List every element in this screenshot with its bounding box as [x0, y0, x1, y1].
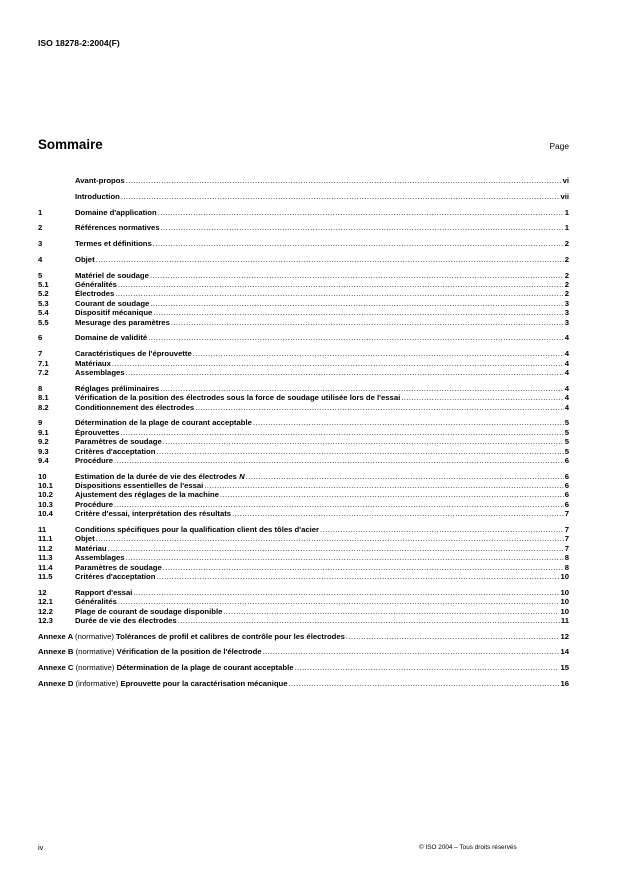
- toc-entry-title-text: Matériel de soudage: [75, 270, 149, 280]
- toc-entry-title: [75, 572, 155, 581]
- toc-entry[interactable]: [38, 176, 569, 185]
- toc-entry[interactable]: [38, 208, 569, 217]
- toc-leader-dots: [178, 616, 560, 625]
- toc-entry-title-text: Domaine de validité: [75, 333, 148, 343]
- toc-entry-number: 4: [38, 254, 43, 264]
- toc-entry-page: 4: [564, 402, 569, 412]
- toc-entry[interactable]: [38, 359, 569, 368]
- toc-leader-dots: [346, 632, 560, 641]
- toc-entry-page: 11: [560, 615, 569, 625]
- toc-entry-page: 5: [564, 418, 569, 428]
- toc-entry-title: [75, 607, 222, 616]
- toc-leader-dots: [161, 223, 564, 232]
- toc-leader-dots: [118, 597, 560, 606]
- toc-entry-title-text: Objet: [75, 534, 95, 544]
- toc-entry-number: 11.3: [38, 553, 53, 563]
- toc-annex-entry[interactable]: [38, 632, 569, 641]
- toc-leader-dots: [295, 663, 560, 672]
- toc-entry-page: 3: [564, 317, 569, 327]
- toc-entry-title-text: Critères d'acceptation: [75, 571, 156, 581]
- toc-annex-title: [38, 663, 294, 672]
- toc-entry-title-text: Conditions spécifiques pour la qualification client des tôles d'acier: [75, 525, 320, 535]
- toc-leader-dots: [195, 403, 564, 412]
- toc-entry-number: 5.3: [38, 298, 49, 308]
- toc-annex-title: [38, 679, 288, 688]
- toc-entry-number: 12.2: [38, 606, 53, 616]
- toc-entry-italic-symbol: N: [239, 471, 245, 481]
- toc-leader-dots: [112, 359, 564, 368]
- annex-title-text: Eprouvette pour la caractérisation mécanique: [120, 679, 288, 689]
- annex-label: Annexe B: [38, 647, 74, 657]
- toc-entry-title: [75, 509, 231, 518]
- toc-entry-page: 4: [564, 358, 569, 368]
- toc-entry-title: [75, 597, 117, 606]
- toc-entry-title-text: Procédure: [75, 455, 114, 465]
- toc-entry-page: 10: [560, 597, 569, 607]
- toc-entry-title-text: Durée de vie des électrodes: [75, 615, 177, 625]
- toc-entry[interactable]: [38, 534, 569, 543]
- toc-entry-title-text: Éprouvettes: [75, 427, 120, 437]
- annex-label: Annexe D: [38, 679, 74, 689]
- toc-entry-number: 5.4: [38, 308, 49, 318]
- toc-leader-dots: [133, 588, 559, 597]
- toc-entry-title-text: Domaine d'application: [75, 207, 157, 217]
- toc-entry-title: [75, 481, 203, 490]
- toc-entry-title: [75, 368, 125, 377]
- toc-leader-dots: [163, 437, 564, 446]
- toc-leader-dots: [171, 318, 564, 327]
- toc-entry-page: 16: [560, 679, 569, 689]
- toc-entry[interactable]: [38, 239, 569, 248]
- toc-entry[interactable]: [38, 500, 569, 509]
- footer-page-number: iv: [38, 843, 44, 852]
- toc-entry-title: [75, 553, 125, 562]
- toc-entry-number: 11: [38, 525, 47, 535]
- toc-entry[interactable]: [38, 597, 569, 606]
- toc-entry-number: 12.1: [38, 597, 53, 607]
- toc-entry[interactable]: [38, 271, 569, 280]
- toc-entry[interactable]: [38, 418, 569, 427]
- toc-entry-title-text: Dispositif mécanique: [75, 308, 153, 318]
- toc-entry-page: 3: [564, 298, 569, 308]
- toc-entry-page: 1: [564, 223, 569, 233]
- toc-entry[interactable]: [38, 616, 569, 625]
- toc-entry-title: [75, 447, 155, 456]
- toc-entry-title: [75, 534, 95, 543]
- toc-entry-title-text: Estimation de la durée de vie des électrodes: [75, 471, 237, 481]
- toc-entry-number: 1: [38, 207, 43, 217]
- toc-annex-title: [38, 632, 345, 641]
- toc-entry-number: 2: [38, 223, 43, 233]
- toc-leader-dots: [108, 544, 564, 553]
- toc-entry-title-text: Critère d'essai, interprétation des résultats: [75, 509, 232, 519]
- toc-entry-page: 3: [564, 308, 569, 318]
- toc-entry-title-text: Ajustement des réglages de la machine: [75, 490, 219, 500]
- toc-entry-number: 11.4: [38, 562, 53, 572]
- toc-entry-title-text: Paramètres de soudage: [75, 562, 162, 572]
- toc-entry-title: [75, 403, 194, 412]
- toc-entry-page: 10: [560, 587, 569, 597]
- toc-entry-page: 4: [564, 349, 569, 359]
- toc-entry-title: [75, 289, 114, 298]
- toc-entry-page: vi: [562, 176, 569, 185]
- toc-entry[interactable]: [38, 308, 569, 317]
- page-column-label: Page: [549, 141, 569, 151]
- toc-entry[interactable]: [38, 525, 569, 534]
- toc-leader-dots: [289, 679, 560, 688]
- toc-entry-page: 5: [564, 437, 569, 447]
- toc-entry-number: 10.1: [38, 481, 53, 491]
- toc-entry-title-text: Détermination de la plage de courant acceptable: [75, 418, 252, 428]
- toc-entry-title-text: Électrodes: [75, 289, 115, 299]
- toc-entry-page: 10: [560, 571, 569, 581]
- toc-entry-page: 14: [560, 647, 569, 657]
- toc-entry-title: [75, 472, 245, 481]
- toc-entry-title-text: Références normatives: [75, 223, 160, 233]
- toc-entry[interactable]: [38, 472, 569, 481]
- toc-leader-dots: [114, 500, 564, 509]
- toc-annex-title: [38, 647, 262, 656]
- toc-leader-dots: [126, 176, 562, 185]
- toc-entry[interactable]: [38, 607, 569, 616]
- toc-annex-entry[interactable]: [38, 647, 569, 656]
- toc-entry[interactable]: [38, 289, 569, 298]
- toc-entry-title-text: Objet: [75, 254, 95, 264]
- toc-entry[interactable]: [38, 333, 569, 342]
- annex-label: Annexe A: [38, 631, 73, 641]
- document-id: ISO 18278-2:2004(F): [38, 38, 120, 48]
- toc-entry-title-text: Conditionnement des électrodes: [75, 402, 195, 412]
- toc-leader-dots: [126, 368, 564, 377]
- toc-entry[interactable]: [38, 368, 569, 377]
- toc-entry-page: 6: [564, 481, 569, 491]
- toc-entry[interactable]: [38, 192, 569, 201]
- toc-entry-title: [75, 456, 113, 465]
- toc-entry[interactable]: [38, 428, 569, 437]
- toc-entry-number: 5.1: [38, 280, 49, 290]
- toc-entry-page: 12: [560, 631, 569, 641]
- toc-leader-dots: [96, 255, 564, 264]
- toc-entry-number: 9: [38, 418, 43, 428]
- toc-leader-dots: [118, 280, 564, 289]
- toc-leader-dots: [126, 553, 564, 562]
- toc-leader-dots: [204, 481, 563, 490]
- toc-entry-number: 11.2: [38, 543, 53, 553]
- toc-entry-title-text: Matériaux: [75, 358, 111, 368]
- toc-entry-number: 7: [38, 349, 43, 359]
- toc-leader-dots: [114, 456, 564, 465]
- toc-leader-dots: [121, 192, 560, 201]
- toc-entry-title: [75, 239, 152, 248]
- toc-entry-title-text: Vérification de la position des électrodes sous la force de soudage utilisée lors de l'essai: [75, 393, 401, 403]
- toc-entry[interactable]: [38, 255, 569, 264]
- toc-entry-title-text: Termes et définitions: [75, 239, 152, 249]
- toc-entry-number: 7.2: [38, 367, 49, 377]
- toc-entry-page: 4: [564, 367, 569, 377]
- toc-entry-title-text: Caractéristiques de l'éprouvette: [75, 349, 192, 359]
- toc-entry-title: [75, 500, 113, 509]
- toc-leader-dots: [96, 534, 564, 543]
- toc-leader-dots: [115, 289, 563, 298]
- toc-entry-title: [75, 333, 147, 342]
- toc-leader-dots: [232, 509, 564, 518]
- annex-title-text: Détermination de la plage de courant acceptable: [116, 663, 294, 673]
- annex-title-text: Tolérances de profil et calibres de contrôle pour les électrodes: [116, 631, 345, 641]
- toc-entry-title: [75, 299, 149, 308]
- toc-entry-page: 15: [560, 663, 569, 673]
- toc-entry-title: [75, 318, 170, 327]
- toc-entry-title: [75, 208, 157, 217]
- annex-type: (normative): [75, 663, 115, 673]
- toc-entry-number: 6: [38, 333, 43, 343]
- toc-entry-number: 10.2: [38, 490, 53, 500]
- toc-entry[interactable]: [38, 481, 569, 490]
- toc-entry-page: 6: [564, 455, 569, 465]
- toc-entry-page: 8: [564, 553, 569, 563]
- toc-entry[interactable]: [38, 299, 569, 308]
- toc-entry-number: 9.2: [38, 437, 49, 447]
- toc-entry-title: [75, 176, 125, 185]
- toc-entry[interactable]: [38, 553, 569, 562]
- toc-entry-page: 7: [564, 543, 569, 553]
- toc-entry-title-text: Introduction: [75, 191, 120, 201]
- toc-entry[interactable]: [38, 447, 569, 456]
- toc-entry-title: [75, 384, 159, 393]
- toc-entry-number: 8.1: [38, 393, 49, 403]
- toc-entry[interactable]: [38, 588, 569, 597]
- toc-leader-dots: [153, 308, 563, 317]
- table-of-contents: [38, 176, 569, 688]
- toc-entry-number: 9.1: [38, 427, 49, 437]
- toc-leader-dots: [401, 393, 563, 402]
- toc-entry-number: 10.4: [38, 509, 53, 519]
- toc-leader-dots: [148, 333, 564, 342]
- toc-entry-title: [75, 393, 400, 402]
- toc-entry-page: 4: [564, 333, 569, 343]
- toc-leader-dots: [160, 384, 564, 393]
- toc-entry-title: [75, 544, 107, 553]
- toc-entry-page: 8: [564, 562, 569, 572]
- toc-entry-title-text: Assemblages: [75, 367, 125, 377]
- toc-entry-title: [75, 563, 162, 572]
- toc-entry-title-text: Courant de soudage: [75, 298, 150, 308]
- toc-entry-title: [75, 418, 252, 427]
- toc-entry-title-text: Procédure: [75, 499, 114, 509]
- toc-entry-title: [75, 359, 111, 368]
- toc-entry-title: [75, 490, 219, 499]
- toc-entry-number: 11.5: [38, 571, 53, 581]
- toc-entry-title: [75, 223, 160, 232]
- toc-entry-title-text: Rapport d'essai: [75, 587, 133, 597]
- toc-leader-dots: [253, 418, 564, 427]
- toc-entry[interactable]: [38, 318, 569, 327]
- toc-entry-title: [75, 437, 162, 446]
- toc-entry-page: 5: [564, 446, 569, 456]
- toc-entry[interactable]: [38, 223, 569, 232]
- toc-entry-title-text: Réglages préliminaires: [75, 383, 160, 393]
- toc-entry-title: [75, 588, 132, 597]
- toc-entry-page: 2: [564, 254, 569, 264]
- toc-entry-title-text: Paramètres de soudage: [75, 437, 162, 447]
- toc-entry-title-text: Généralités: [75, 280, 117, 290]
- toc-entry-page: 4: [564, 393, 569, 403]
- toc-leader-dots: [156, 447, 563, 456]
- annex-title-text: Vérification de la position de l'électrode: [116, 647, 262, 657]
- toc-leader-dots: [263, 647, 560, 656]
- toc-leader-dots: [223, 607, 559, 616]
- toc-entry-page: 4: [564, 383, 569, 393]
- toc-leader-dots: [163, 563, 564, 572]
- toc-entry-page: 7: [564, 525, 569, 535]
- toc-entry[interactable]: [38, 509, 569, 518]
- toc-entry-title: [75, 271, 149, 280]
- toc-entry-number: 9.4: [38, 455, 49, 465]
- toc-entry[interactable]: [38, 563, 569, 572]
- toc-entry[interactable]: [38, 349, 569, 358]
- toc-entry-title-text: Avant-propos: [75, 176, 125, 185]
- toc-leader-dots: [193, 349, 564, 358]
- toc-entry-title-text: Dispositions essentielles de l'essai: [75, 481, 204, 491]
- toc-entry-page: 10: [560, 606, 569, 616]
- toc-leader-dots: [158, 208, 564, 217]
- toc-entry-page: 7: [564, 509, 569, 519]
- annex-type: (normative): [75, 631, 114, 641]
- toc-entry-number: 5: [38, 270, 43, 280]
- toc-entry[interactable]: [38, 393, 569, 402]
- annex-type: (informative): [75, 679, 119, 689]
- toc-entry-page: 5: [564, 427, 569, 437]
- toc-leader-dots: [150, 299, 563, 308]
- toc-entry-title: [75, 616, 177, 625]
- toc-entry[interactable]: [38, 456, 569, 465]
- toc-entry[interactable]: [38, 490, 569, 499]
- annex-label: Annexe C: [38, 663, 74, 673]
- toc-entry-title-text: Assemblages: [75, 553, 125, 563]
- toc-entry-number: 8: [38, 383, 43, 393]
- toc-entry-page: 2: [564, 280, 569, 290]
- toc-entry-title-text: Critères d'acceptation: [75, 446, 156, 456]
- toc-entry-number: 11.1: [38, 534, 53, 544]
- toc-entry[interactable]: [38, 572, 569, 581]
- toc-entry-page: 2: [564, 270, 569, 280]
- toc-entry-number: 5.5: [38, 317, 49, 327]
- toc-entry-title: [75, 525, 319, 534]
- toc-entry-number: 12: [38, 587, 47, 597]
- toc-entry-number: 3: [38, 239, 43, 249]
- toc-entry[interactable]: [38, 384, 569, 393]
- toc-entry-number: 12.3: [38, 615, 53, 625]
- toc-entry-title-text: Généralités: [75, 597, 117, 607]
- toc-entry-page: vii: [560, 191, 569, 201]
- toc-leader-dots: [156, 572, 559, 581]
- toc-leader-dots: [320, 525, 564, 534]
- page-title: Sommaire: [38, 137, 103, 152]
- toc-entry-number: 10.3: [38, 499, 53, 509]
- toc-leader-dots: [220, 490, 564, 499]
- toc-entry-page: 6: [564, 490, 569, 500]
- toc-entry-title: [75, 280, 117, 289]
- toc-entry-number: 5.2: [38, 289, 49, 299]
- toc-entry-page: 2: [564, 289, 569, 299]
- toc-entry-title: [75, 192, 120, 201]
- toc-entry-page: 6: [564, 499, 569, 509]
- toc-entry-number: 7.1: [38, 358, 49, 368]
- toc-leader-dots: [246, 472, 564, 481]
- toc-entry-title-text: Plage de courant de soudage disponible: [75, 606, 223, 616]
- toc-leader-dots: [153, 239, 564, 248]
- toc-entry[interactable]: [38, 403, 569, 412]
- annex-type: (normative): [75, 647, 115, 657]
- toc-entry-page: 2: [564, 239, 569, 249]
- toc-entry-page: 1: [564, 207, 569, 217]
- toc-entry[interactable]: [38, 544, 569, 553]
- toc-entry-title: [75, 349, 192, 358]
- toc-annex-entry[interactable]: [38, 679, 569, 688]
- toc-leader-dots: [150, 271, 564, 280]
- toc-entry-title: [75, 428, 119, 437]
- toc-entry-title-text: Matériau: [75, 543, 107, 553]
- toc-entry[interactable]: [38, 280, 569, 289]
- toc-entry-page: 7: [564, 534, 569, 544]
- toc-entry-number: 8.2: [38, 402, 49, 412]
- toc-entry-title-text: Mesurage des paramètres: [75, 317, 170, 327]
- footer-copyright: © ISO 2004 – Tous droits réservés: [419, 844, 517, 851]
- toc-entry-number: 10: [38, 471, 47, 481]
- toc-entry-number: 9.3: [38, 446, 49, 456]
- toc-annex-entry[interactable]: [38, 663, 569, 672]
- toc-leader-dots: [120, 428, 563, 437]
- toc-entry-page: 6: [564, 471, 569, 481]
- toc-entry[interactable]: [38, 437, 569, 446]
- toc-entry-title: [75, 255, 95, 264]
- toc-entry-title: [75, 308, 152, 317]
